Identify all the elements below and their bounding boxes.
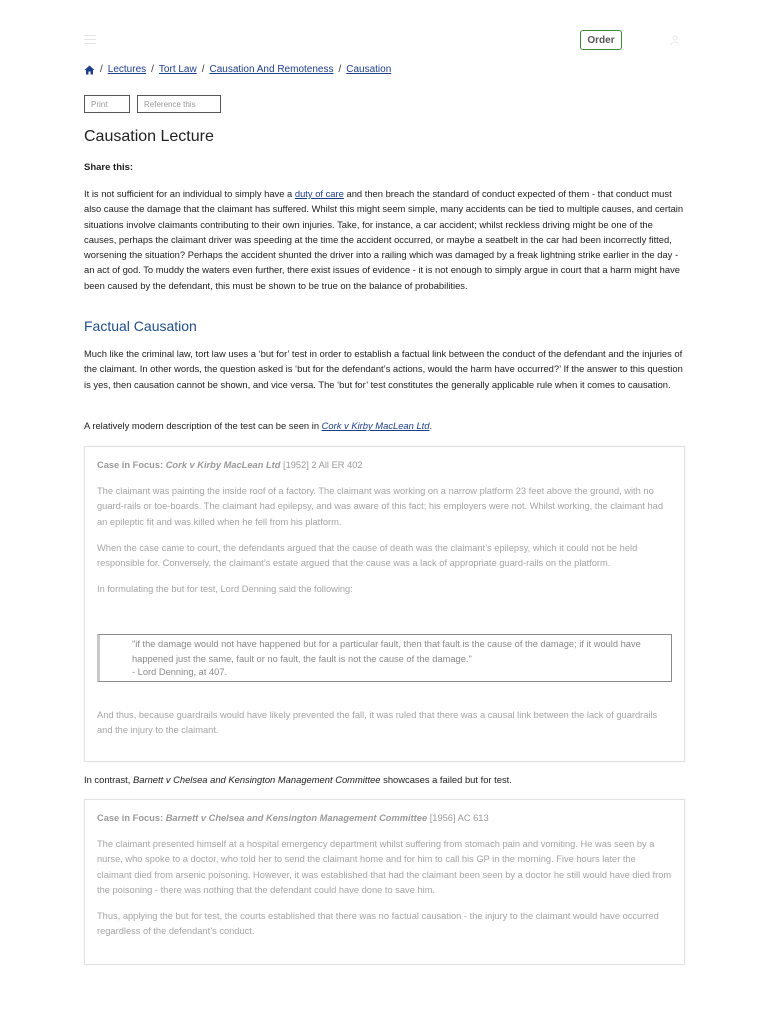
case-in-focus-barnett	[84, 799, 685, 965]
case-citation: [1952] 2 All ER 402	[280, 460, 363, 470]
print-button[interactable]: Print	[84, 95, 130, 113]
case-paragraph: Thus, applying the but for test, the courts established that there was no factual causation - the injury to the claimant would have occurred regardless of the defendant’s conduct.	[97, 911, 659, 937]
quote-text: "if the damage would not have happened but for a particular fault, then that fault is the cause of the damage; if it would have happened just the same, fault or no fault, the fault is not the cause of the damage."	[132, 639, 641, 665]
modern-text-start: A relatively modern description of the test can be seen in	[84, 420, 322, 431]
breadcrumb-separator: /	[201, 64, 205, 75]
intro-text-start: It is not sufficient for an individual to simply have a	[84, 188, 295, 199]
quote-attribution: - Lord Denning, at 407.	[132, 667, 228, 677]
breadcrumb-separator: /	[100, 64, 103, 75]
modern-description-paragraph	[84, 418, 686, 433]
user-icon[interactable]	[670, 35, 680, 45]
order-button[interactable]: Order	[580, 30, 622, 50]
case-title-prefix: Case in Focus:	[97, 460, 166, 470]
breadcrumb-link-causation[interactable]: Causation	[346, 64, 392, 75]
cork-case-link[interactable]: Cork v Kirby MacLean Ltd	[321, 420, 430, 431]
breadcrumb-link-tort-law[interactable]: Tort Law	[158, 64, 197, 75]
case-paragraph: When the case came to court, the defendants argued that the cause of death was the claimant’s epilepsy, which it could not be held responsible for. Conversely, the claimant’s estate argued that the cause was a lack of appropriate guard-rails on the platform.	[97, 543, 638, 569]
case-name: Cork v Kirby MacLean Ltd	[165, 460, 281, 470]
duty-of-care-link[interactable]: duty of care	[294, 188, 344, 199]
factual-causation-heading: Factual Causation	[84, 318, 197, 334]
page-title: Causation Lecture	[84, 128, 214, 145]
contrast-text-start: In contrast,	[84, 774, 133, 785]
case-paragraph: The claimant presented himself at a hospital emergency department whilst suffering from stomach pain and vomiting. He was seen by a nurse, who spoke to a doctor, who told her to send the claimant home and for him to call his GP in the morning. Five hours later the claimant died from arsenic poisoning. However, it was established that had the claimant been seen by a doctor he still would have died from the poisoning - there was nothing that the defendant could have done to save him.	[97, 839, 672, 895]
hamburger-menu-icon[interactable]	[84, 35, 96, 45]
case-title	[97, 813, 489, 823]
case-citation: [1956] AC 613	[427, 813, 489, 823]
contrast-paragraph	[84, 772, 686, 787]
breadcrumb-separator: /	[151, 64, 154, 75]
intro-text-end: and then breach the standard of conduct expected of them - that conduct must also cause the damage that the claimant has suffered. Whilst this might seem simple, many accidents can be tied to multiple causes, and certain situations involve claimants contributing to their own injuries. Take, for instance, a car accident; whilst reckless driving might be one of the causes, perhaps the claimant driver was speeding at the time the accident occurred, or maybe a seatbelt in the car had been incorrectly fitted, worsening the situation? Perhaps the accident shunted the driver into a railing which was damaged by a freak lightning strike earlier in the day - an act of god. To muddy the waters even further, there exist issues of evidence - it is not enough to simply argue in court that a harm might have been caused by the defendant, this must be shown to be true on the balance of probabilities.	[84, 188, 684, 291]
breadcrumb-link-lectures[interactable]: Lectures	[107, 64, 147, 75]
barnett-case-name: Barnett v Chelsea and Kensington Management Committee	[132, 774, 381, 785]
breadcrumb-separator: /	[338, 64, 342, 75]
case-title	[97, 460, 363, 470]
reference-this-button[interactable]: Reference this	[137, 95, 221, 113]
case-paragraph: The claimant was painting the inside roof of a factory. The claimant was working on a narrow platform 23 feet above the ground, with no guard-rails or toe-boards. The claimant had epilepsy, and was aware of this fact; his employers were not. Whilst working, the claimant had an epileptic fit and was killed when he fell from his platform.	[97, 486, 664, 527]
home-icon[interactable]	[84, 65, 95, 75]
intro-paragraph	[84, 186, 686, 293]
case-name: Barnett v Chelsea and Kensington Management Committee	[165, 813, 428, 823]
factual-causation-paragraph: Much like the criminal law, tort law uses a ‘but for’ test in order to establish a factual link between the conduct of the defendant and the injuries of the claimant. In other words, the question asked is ‘but for the defendant’s actions, would the harm have occurred?’ If the answer to this question is yes, then causation cannot be shown, and vice versa. The ‘but for’ test constitutes the generally applicable rule when it comes to causation.	[84, 348, 683, 390]
case-paragraph: And thus, because guardrails would have likely prevented the fall, it was ruled that there was a causal link between the lack of guardrails and the injury to the claimant.	[97, 710, 658, 736]
breadcrumb	[84, 64, 391, 75]
case-title-prefix: Case in Focus:	[97, 813, 166, 823]
top-bar	[84, 30, 684, 54]
share-label: Share this:	[84, 162, 134, 173]
case-in-focus-cork	[84, 446, 685, 762]
case-paragraph: In formulating the but for test, Lord Denning said the following:	[97, 584, 353, 594]
breadcrumb-link-causation-and-remoteness[interactable]: Causation And Remoteness	[209, 64, 334, 75]
modern-text-end: .	[429, 420, 433, 431]
lord-denning-quote	[97, 634, 672, 682]
contrast-text-end: showcases a failed but for test.	[380, 774, 512, 785]
